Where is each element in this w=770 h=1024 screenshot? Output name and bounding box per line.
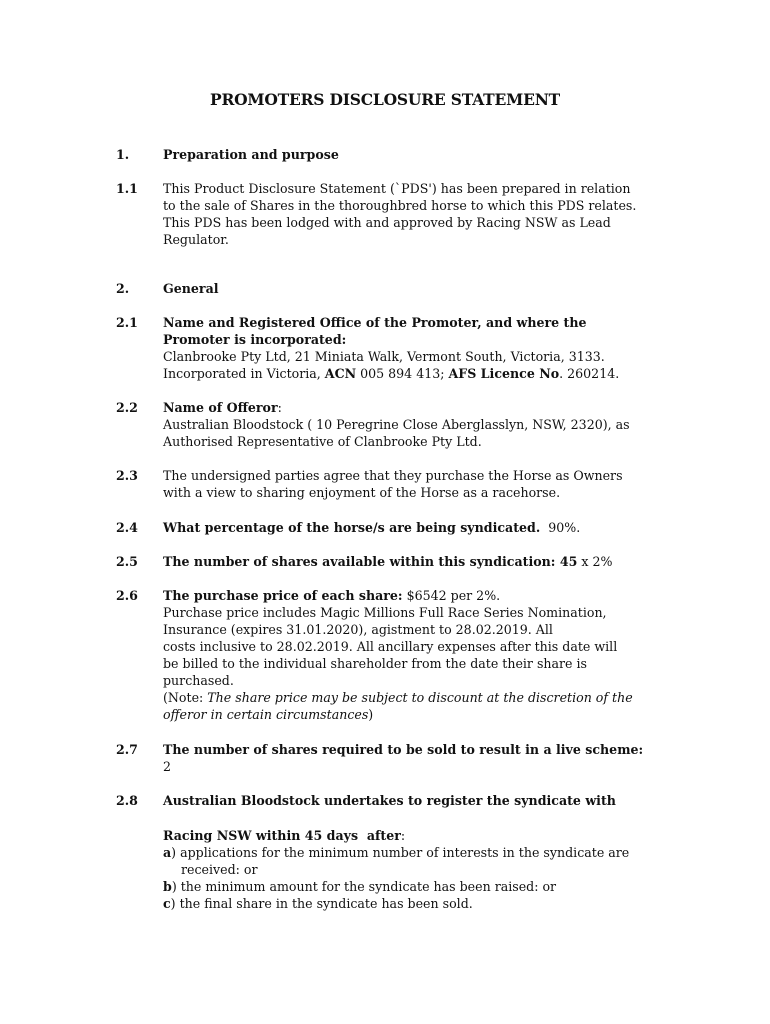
section-body bbox=[163, 553, 658, 570]
document-title: PROMOTERS DISCLOSURE STATEMENT bbox=[209, 90, 561, 109]
section-heading: Name and Registered Office of the Promoter, and where the bbox=[163, 315, 587, 330]
address-line: Clanbrooke Pty Ltd, 21 Miniata Walk, Vermont South, Victoria, 3133. bbox=[163, 349, 605, 364]
list-item bbox=[163, 895, 658, 912]
text-line: The undersigned parties agree that they purchase the Horse as Owners bbox=[163, 468, 623, 483]
note-prefix: (Note: bbox=[163, 690, 208, 705]
section-heading: Racing NSW within 45 days after bbox=[163, 828, 401, 843]
section-heading: General bbox=[163, 281, 219, 296]
list-item-text: ) the minimum amount for the syndicate has been raised: or bbox=[171, 879, 557, 894]
incorporation-line bbox=[163, 365, 658, 382]
section-body bbox=[163, 587, 658, 723]
section-heading: Name of Offeror bbox=[163, 400, 278, 415]
section-heading: Promoter is incorporated: bbox=[163, 332, 347, 347]
list-item-continuation: received: or bbox=[181, 862, 258, 877]
heading-line bbox=[163, 399, 658, 416]
heading-colon: : bbox=[277, 400, 282, 415]
section-heading: What percentage of the horse/s are being syndicated. bbox=[163, 520, 541, 535]
section-body bbox=[163, 827, 658, 912]
section-body bbox=[163, 314, 658, 382]
list-item-label: a bbox=[163, 845, 172, 860]
text-line: This Product Disclosure Statement (`PDS') has been prepared in relation bbox=[163, 181, 631, 196]
text-line: Regulator. bbox=[163, 232, 229, 247]
section-number: 1.1 bbox=[116, 181, 138, 196]
note-line bbox=[163, 706, 658, 723]
incorporation-text: Incorporated in Victoria, bbox=[163, 366, 325, 381]
section-number: 2.6 bbox=[116, 588, 138, 603]
section-heading: The number of shares available within this syndication: 45 bbox=[163, 554, 578, 569]
list-item bbox=[163, 878, 658, 895]
text-line: Authorised Representative of Clanbrooke Pty Ltd. bbox=[163, 434, 482, 449]
heading-colon: : bbox=[400, 828, 406, 843]
heading-line bbox=[163, 553, 658, 570]
section-heading: Australian Bloodstock undertakes to register the syndicate with bbox=[163, 793, 616, 808]
section-heading: Preparation and purpose bbox=[163, 147, 339, 162]
section-number: 2. bbox=[116, 281, 130, 296]
afs-value: . 260214. bbox=[559, 366, 620, 381]
section-number: 1. bbox=[116, 147, 130, 162]
text-line: with a view to sharing enjoyment of the Horse as a racehorse. bbox=[163, 485, 561, 500]
section-body bbox=[163, 792, 658, 809]
section-body bbox=[163, 180, 658, 248]
section-value: 90%. bbox=[540, 520, 581, 535]
section-number: 2.4 bbox=[116, 520, 138, 535]
list-item-label: c bbox=[163, 896, 171, 911]
section-body bbox=[163, 467, 658, 501]
text-line: This PDS has been lodged with and approved by Racing NSW as Lead bbox=[163, 215, 611, 230]
note-line bbox=[163, 689, 658, 706]
section-heading: The number of shares required to be sold to result in a live scheme: bbox=[163, 742, 644, 757]
section-heading: The purchase price of each share: bbox=[163, 588, 403, 603]
text-line: be billed to the individual shareholder from the date their share is bbox=[163, 656, 587, 671]
text-line: Insurance (expires 31.01.2020), agistment to 28.02.2019. All bbox=[163, 622, 553, 637]
text-line: costs inclusive to 28.02.2019. All ancillary expenses after this date will bbox=[163, 639, 618, 654]
afs-label: AFS Licence No bbox=[448, 366, 560, 381]
section-number: 2.7 bbox=[116, 742, 138, 757]
list-item-text: ) the final share in the syndicate has been sold. bbox=[170, 896, 473, 911]
section-value: 2 bbox=[163, 759, 172, 774]
acn-value: 005 894 413; bbox=[356, 366, 449, 381]
note-suffix: ) bbox=[368, 707, 374, 722]
section-value: x 2% bbox=[577, 554, 613, 569]
text-line: purchased. bbox=[163, 673, 234, 688]
note-text: The share price may be subject to discount at the discretion of the bbox=[207, 690, 633, 705]
note-text: offeror in certain circumstances bbox=[163, 707, 369, 722]
section-value: $6542 per 2%. bbox=[402, 588, 501, 603]
text-line: Purchase price includes Magic Millions Full Race Series Nomination, bbox=[163, 605, 607, 620]
acn-label: ACN bbox=[324, 366, 357, 381]
section-body bbox=[163, 519, 658, 536]
text-line: Australian Bloodstock ( 10 Peregrine Close Aberglasslyn, NSW, 2320), as bbox=[163, 417, 630, 432]
list-item bbox=[163, 844, 658, 861]
heading-line bbox=[163, 827, 658, 844]
section-number: 2.8 bbox=[116, 793, 138, 808]
section-body bbox=[163, 741, 658, 775]
list-item-label: b bbox=[163, 879, 172, 894]
list-item-text: ) applications for the minimum number of interests in the syndicate are bbox=[171, 845, 630, 860]
text-line: to the sale of Shares in the thoroughbred horse to which this PDS relates. bbox=[163, 198, 637, 213]
heading-line bbox=[163, 587, 658, 604]
section-number: 2.2 bbox=[116, 400, 138, 415]
section-body bbox=[163, 399, 658, 450]
heading-line bbox=[163, 519, 658, 536]
section-number: 2.5 bbox=[116, 554, 138, 569]
section-number: 2.3 bbox=[116, 468, 138, 483]
section-number: 2.1 bbox=[116, 315, 138, 330]
